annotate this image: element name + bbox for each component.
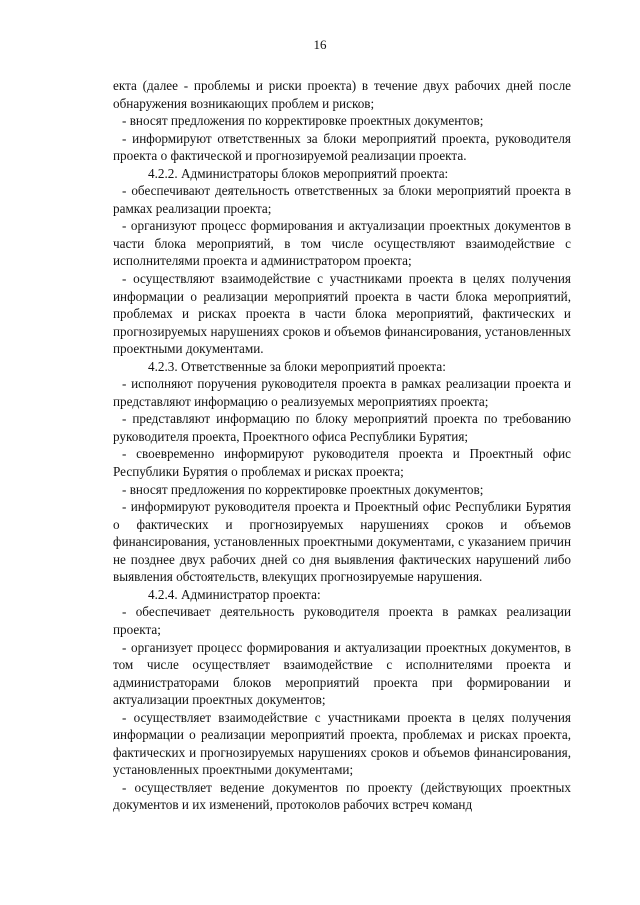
paragraph: екта (далее - проблемы и риски проекта) в течение двух рабочих дней после обнаружения возникающих проблем и рисков; [113, 78, 571, 111]
paragraph: - своевременно информируют руководителя проекта и Проектный офис Республики Бурятия о проблемах и рисках проекта; [113, 446, 571, 480]
paragraph: - осуществляет ведение документов по проекту (действующих проектных документов и их изменений, протоколов рабочих встреч команд [113, 779, 571, 813]
page-number: 16 [313, 37, 327, 52]
body-text [113, 77, 571, 814]
paragraph: - осуществляют взаимодействие с участниками проекта в целях получения информации о реализации мероприятий проекта в части блока мероприятий, проблемах и рисках проекта в части блока мероприятий, фактических и прогнозируемых нарушениях сроков и объемов финансирования, установленных проектными документами. [113, 271, 571, 357]
paragraph: - осуществляет взаимодействие с участниками проекта в целях получения информации о реализации мероприятий проекта, проблемах и рисках проекта, фактических и прогнозируемых нарушениях сроков и объемов финансирования, установленных проектными документами; [113, 709, 571, 778]
paragraph: - обеспечивают деятельность ответственных за блоки мероприятий проекта в рамках реализации проекта; [113, 183, 571, 216]
paragraph: - организует процесс формирования и актуализации проектных документов, в том числе осуществляет взаимодействие с исполнителями проекта и администраторами блоков мероприятий проекта при формировании и актуализации проектных документов; [113, 639, 571, 708]
paragraph: - информируют ответственных за блоки мероприятий проекта, руководителя проекта о фактической и прогнозируемой реализации проекта. [113, 130, 571, 164]
paragraph: - вносят предложения по корректировке проектных документов; [122, 113, 484, 129]
paragraph: - организуют процесс формирования и актуализации проектных документов в части блока мероприятий, в том числе осуществляют взаимодействие с исполнителями проекта и администратором проекта; [113, 218, 571, 269]
paragraph: - вносят предложения по корректировке проектных документов; [122, 481, 484, 497]
paragraph: - обеспечивает деятельность руководителя проекта в рамках реализации проекта; [113, 604, 571, 637]
paragraph: - информируют руководителя проекта и Проектный офис Республики Бурятия о фактических и прогнозируемых нарушениях сроков и объемов финансирования, установленных проектными документами, с указанием причин не позднее двух рабочих дней со дня выявления фактических нарушений либо выявления обстоятельств, влекущих прогнозируемые нарушения. [113, 499, 571, 585]
section-heading: 4.2.3. Ответственные за блоки мероприятий проекта: [148, 358, 446, 374]
paragraph: - представляют информацию по блоку мероприятий проекта по требованию руководителя проекта, Проектного офиса Республики Бурятия; [113, 411, 571, 444]
section-heading: 4.2.4. Администратор проекта: [148, 586, 321, 602]
paragraph: - исполняют поручения руководителя проекта в рамках реализации проекта и представляют информацию о реализуемых мероприятиях проекта; [113, 376, 571, 409]
section-heading: 4.2.2. Администраторы блоков мероприятий проекта: [148, 165, 449, 181]
